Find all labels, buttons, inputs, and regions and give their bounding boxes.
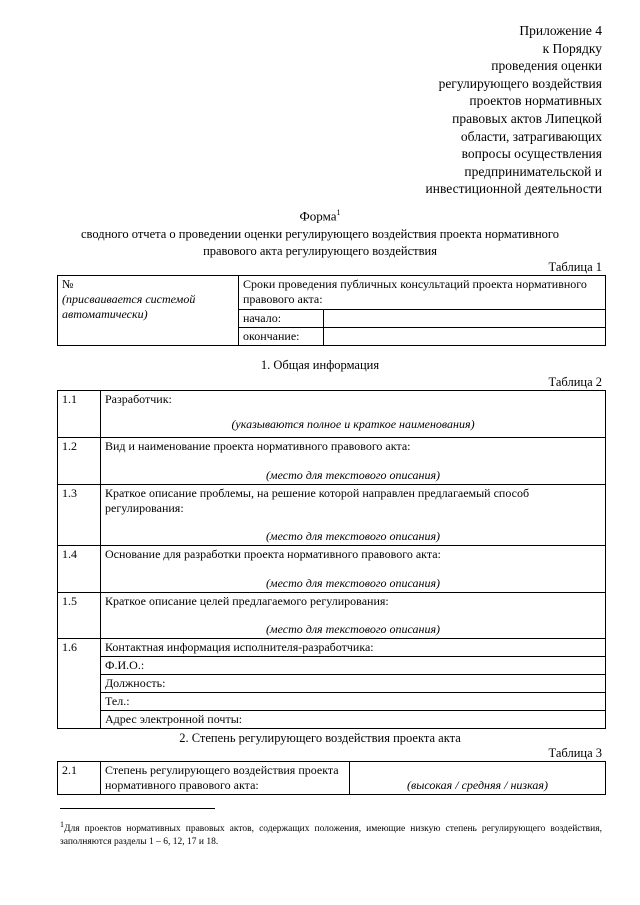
table3 <box>57 761 606 795</box>
degree-value[interactable] <box>350 762 606 795</box>
row-hint: (место для текстового описания) <box>265 576 441 590</box>
table1-end-value[interactable] <box>324 328 606 346</box>
footnote-mark: 1 <box>60 820 64 829</box>
form-title <box>0 208 640 224</box>
table1-consult-title: Сроки проведения публичных консультаций проекта нормативного правового акта: <box>239 276 606 310</box>
footnote-ref: 1 <box>336 208 341 217</box>
row-text: Основание для разработки проекта нормативного правового акта: <box>105 547 441 561</box>
table1-num-hint: (присваивается системой автоматически) <box>62 292 196 321</box>
table3-label: Таблица 3 <box>548 746 602 760</box>
table2-row[interactable] <box>101 485 606 546</box>
row-num: 1.5 <box>58 593 101 639</box>
table2-row[interactable] <box>101 546 606 593</box>
footnote-divider <box>60 808 215 809</box>
table1-num-cell <box>58 276 239 346</box>
annex-line: области, затрагивающих <box>460 128 602 144</box>
annex-line: к Порядку <box>542 40 602 56</box>
table2-row[interactable] <box>101 438 606 485</box>
row-hint: (место для текстового описания) <box>265 468 441 482</box>
annex-line: вопросы осуществления <box>461 146 602 162</box>
row-text: Краткое описание проблемы, на решение которой направлен предлагаемый способ регулирования: <box>105 486 530 515</box>
contact-title: Контактная информация исполнителя-разработчика: <box>101 639 606 657</box>
row-text: Степень регулирующего воздействия проекта нормативного правового акта: <box>101 762 350 795</box>
row-num: 1.3 <box>58 485 101 546</box>
annex-line: правовых актов Липецкой <box>452 110 602 126</box>
annex-line: проведения оценки <box>491 58 602 74</box>
table1-start-value[interactable] <box>324 310 606 328</box>
annex-line: инвестиционной деятельности <box>425 181 602 197</box>
table2 <box>57 390 606 729</box>
table1-end-label: окончание: <box>239 328 324 346</box>
section2-heading: 2. Степень регулирующего воздействия проекта акта <box>179 731 461 745</box>
form-subtitle-1: сводного отчета о проведении оценки регулирующего воздействия проекта нормативного <box>81 227 559 241</box>
row-num: 1.2 <box>58 438 101 485</box>
annex-line: проектов нормативных <box>469 93 602 109</box>
annex-line: предпринимательской и <box>464 163 602 179</box>
table1-label: Таблица 1 <box>548 260 602 274</box>
row-text: Краткое описание целей предлагаемого регулирования: <box>105 594 389 608</box>
annex-line: регулирующего воздействия <box>438 75 602 91</box>
contact-fio[interactable]: Ф.И.О.: <box>101 657 606 675</box>
contact-position[interactable]: Должность: <box>101 675 606 693</box>
row-num: 1.6 <box>58 639 101 729</box>
footnote-text: Для проектов нормативных правовых актов, содержащих положения, имеющие низкую степень регулирующего воздействия, заполняются разделы 1 – 6, 12, 17 и 18. <box>60 824 602 848</box>
form-subtitle-2: правового акта регулирующего воздействия <box>203 244 437 258</box>
annex-line: Приложение 4 <box>519 23 602 38</box>
row-hint: (высокая / средняя / низкая) <box>407 778 548 792</box>
form-title-text: Форма <box>299 208 337 224</box>
row-num: 1.1 <box>58 391 101 438</box>
row-num: 1.4 <box>58 546 101 593</box>
footnote <box>60 818 602 849</box>
table2-row[interactable] <box>101 391 606 438</box>
row-hint: (указываются полное и краткое наименования) <box>231 417 475 431</box>
table2-label: Таблица 2 <box>548 375 602 389</box>
row-hint: (место для текстового описания) <box>265 622 441 636</box>
row-text: Разработчик: <box>105 392 172 406</box>
table1-start-label: начало: <box>239 310 324 328</box>
contact-phone[interactable]: Тел.: <box>101 693 606 711</box>
table1-num-label: № <box>62 277 74 291</box>
contact-email[interactable]: Адрес электронной почты: <box>101 711 606 729</box>
section1-heading: 1. Общая информация <box>260 358 380 372</box>
row-text: Вид и наименование проекта нормативного правового акта: <box>105 439 411 453</box>
table1 <box>57 275 606 346</box>
row-num: 2.1 <box>58 762 101 795</box>
table2-row[interactable] <box>101 593 606 639</box>
row-hint: (место для текстового описания) <box>265 529 441 543</box>
annex-header <box>362 22 602 198</box>
